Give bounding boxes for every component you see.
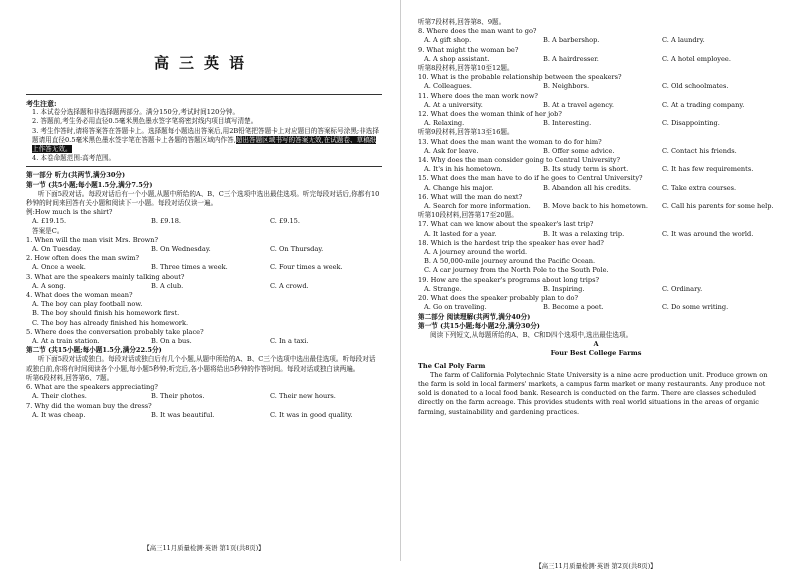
option: A. Colleagues. xyxy=(424,82,472,91)
option: C. Disappointing. xyxy=(662,119,720,128)
farm-paragraph: The farm of California Polytechnic State University is a nine acre production unit. Produce grown on the farm is sold in local farmers' markets, a campus farm market or many restaurants. Any produce not sold is donated to a local food bank. Research is conducted on the farm. There are classes scheduled directly on the farm acreage. This provides students with real world situations in the areas of organic farming, sustainability and gardening practices. xyxy=(418,370,768,416)
option: B. Their photos. xyxy=(151,392,205,401)
example-answer: 答案是C。 xyxy=(32,226,64,235)
question-6: 6. What are the speakers appreciating? xyxy=(26,383,158,392)
notice-item: 2. 答题前,考生务必用直径0.5毫米黑色墨水签字笔将密封线内项目填写清楚。 xyxy=(32,117,258,126)
section-heading: 第一节 (共5小题;每小题1.5分,满分7.5分) xyxy=(26,180,153,189)
option: B. A club. xyxy=(151,281,184,290)
option: C. Take extra courses. xyxy=(662,183,737,192)
section-heading: 第二节 (共15小题;每小题1.5分,满分22.5分) xyxy=(26,346,162,355)
question-14: 14. Why does the man consider going to Central University? xyxy=(418,156,620,165)
question-16-options xyxy=(418,202,774,211)
material-label: 听第6段材料,回答第6、7题。 xyxy=(26,373,114,382)
question-4-options xyxy=(26,300,382,328)
question-11-options xyxy=(418,101,774,110)
section-instructions: 听下面5段对话。每段对话后有一个小题,从题中所给的A、B、C三个选项中选出最佳选项。听完每段对话后,你都有10秒钟的时间来回答有关小题和阅读下一小题。每段对话仅读一遍。 xyxy=(26,189,380,208)
question-15-options xyxy=(418,184,774,193)
question-6-options xyxy=(26,392,382,401)
option: A. On Tuesday. xyxy=(32,245,82,254)
question-9: 9. What might the woman be? xyxy=(418,45,519,54)
option: C. £9.15. xyxy=(270,217,300,226)
example-question xyxy=(26,208,382,217)
option: A. A gift shop. xyxy=(424,36,472,45)
option: C. Contact his friends. xyxy=(662,146,737,155)
option: C. Call his parents for some help. xyxy=(662,202,774,211)
question-19-options xyxy=(418,285,774,294)
option: C. Ordinary. xyxy=(662,284,703,293)
option: B. £9.18. xyxy=(151,217,182,226)
passage-letter: A xyxy=(593,340,599,349)
question-14-options xyxy=(418,165,774,174)
question-3: 3. What are the speakers mainly talking about? xyxy=(26,272,185,281)
option: C. The boy has already finished his homework. xyxy=(32,318,189,327)
notice-item-text: 3. 考生作答时,请将答案答在答题卡上。选择题每小题选出答案后,用2B铅笔把答题卡上对应题目的答案标号涂黑;非选择题请用直径0.5毫米黑色墨水签字笔在答题卡上各题的答题区域内作答, xyxy=(32,126,379,144)
option: A. Once a week. xyxy=(32,263,86,272)
question-5: 5. Where does the conversation probably take place? xyxy=(26,327,204,336)
question-17-options xyxy=(418,230,774,239)
option: C. A car journey from the North Pole to the South Pole. xyxy=(424,266,609,275)
question-1-options xyxy=(26,245,382,254)
option: C. It has few requirements. xyxy=(662,165,754,174)
page-2 xyxy=(418,0,774,579)
option: C. It was in good quality. xyxy=(270,410,353,419)
option: A. At a train station. xyxy=(32,337,100,346)
option: A. It was cheap. xyxy=(32,410,86,419)
option: A. At a university. xyxy=(424,100,483,109)
example-text: How much is the shirt? xyxy=(34,208,113,217)
option: C. Do some writing. xyxy=(662,303,729,312)
option: B. A hairdresser. xyxy=(543,54,599,63)
option: C. Their new hours. xyxy=(270,392,336,401)
option: B. A 50,000-mile journey around the Pacific Ocean. xyxy=(424,257,596,266)
exam-title: 高三英语 xyxy=(153,54,254,72)
question-8-options xyxy=(418,36,774,45)
part-heading: 第二部分 阅读理解(共两节,满分40分) xyxy=(418,312,531,321)
option: C. In a taxi. xyxy=(270,337,309,346)
material-label: 听第8段材料,回答第10至12题。 xyxy=(418,64,514,73)
option: A. A song. xyxy=(32,281,66,290)
question-9-options xyxy=(418,55,774,64)
option: B. The boy should finish his homework first. xyxy=(32,309,180,318)
option: A. Change his major. xyxy=(424,183,494,192)
option: A. It's in his hometown. xyxy=(424,165,503,174)
section-heading: 第一节 (共15小题;每小题2分,满分30分) xyxy=(418,321,540,330)
option: C. A hotel employee. xyxy=(662,54,731,63)
option: C. A crowd. xyxy=(270,281,309,290)
question-10-options xyxy=(418,82,774,91)
option: A. A shop assistant. xyxy=(424,54,490,63)
option: A. Go on traveling. xyxy=(424,303,487,312)
option: C. At a trading company. xyxy=(662,100,745,109)
option: B. Its study term is short. xyxy=(543,165,629,174)
question-17: 17. What can we know about the speaker's last trip? xyxy=(418,220,594,229)
notice-item: 1. 本试卷分选择题和非选择题两部分。满分150分,考试时间120分钟。 xyxy=(32,108,240,117)
option: C. Four times a week. xyxy=(270,263,343,272)
question-12: 12. What does the woman think of her job? xyxy=(418,110,562,119)
material-label: 听第9段材料,回答第13至16题。 xyxy=(418,128,514,137)
notice-item xyxy=(32,127,382,155)
option: B. On Wednesday. xyxy=(151,245,211,254)
notice-heading: 考生注意: xyxy=(26,99,57,108)
notice-block xyxy=(26,108,382,163)
example-options xyxy=(26,217,382,226)
option: C. Old schoolmates. xyxy=(662,82,729,91)
notice-bold-text: 超出答题区域书写的答案无效,在试题卷、草稿纸上作答无效。 xyxy=(32,135,377,154)
option: A. Their clothes. xyxy=(32,392,87,401)
question-13: 13. What does the man want the woman to do for him? xyxy=(418,137,602,146)
option: B. A barbershop. xyxy=(543,36,600,45)
section-instructions: 阅读下列短文,从每题所给的A、B、C和D四个选项中,选出最佳选项。 xyxy=(430,330,633,339)
option: A. It lasted for a year. xyxy=(424,229,497,238)
question-7-options xyxy=(26,411,382,420)
question-2-options xyxy=(26,263,382,272)
option: A. Strange. xyxy=(424,284,462,293)
question-7: 7. Why did the woman buy the dress? xyxy=(26,401,152,410)
page-footer: 【高三11月质量检测·英语 第2页(共8页)】 xyxy=(535,561,657,570)
question-20-options xyxy=(418,303,774,312)
question-10: 10. What is the probable relationship between the speakers? xyxy=(418,73,622,82)
page-footer: 【高三11月质量检测·英语 第1页(共8页)】 xyxy=(143,543,265,552)
question-8: 8. Where does the man want to go? xyxy=(418,27,537,36)
notice-rule xyxy=(26,166,382,167)
option: C. A laundry. xyxy=(662,36,705,45)
title-rule xyxy=(26,94,382,95)
option: B. Three times a week. xyxy=(151,263,228,272)
option: A. £19.15. xyxy=(32,217,67,226)
question-2: 2. How often does the man swim? xyxy=(26,254,140,263)
option: A. The boy can play football now. xyxy=(32,300,143,309)
option: A. Relaxing. xyxy=(424,119,465,128)
option: B. On a bus. xyxy=(151,337,192,346)
option: B. Become a poet. xyxy=(543,303,604,312)
notice-item: 4. 本卷命题范围:高考范围。 xyxy=(32,154,116,163)
question-16: 16. What will the man do next? xyxy=(418,192,523,201)
question-5-options xyxy=(26,337,382,346)
option: B. Interesting. xyxy=(543,119,592,128)
option: B. At a travel agency. xyxy=(543,100,614,109)
option: C. It was around the world. xyxy=(662,229,754,238)
question-3-options xyxy=(26,282,382,291)
page-1 xyxy=(26,0,382,561)
material-label: 听第7段材料,回答第8、9题。 xyxy=(418,18,506,26)
option: A. A journey around the world. xyxy=(424,248,528,257)
question-4: 4. What does the woman mean? xyxy=(26,291,133,300)
question-15: 15. What does the man have to do if he goes to Central University? xyxy=(418,174,643,183)
question-19: 19. How are the speaker's programs about long trips? xyxy=(418,275,599,284)
example-label: 例: xyxy=(26,208,35,217)
question-18: 18. Which is the hardest trip the speaker has ever had? xyxy=(418,238,604,247)
option: B. Offer some advice. xyxy=(543,146,615,155)
option: A. Ask for leave. xyxy=(424,146,479,155)
question-20: 20. What does the speaker probably plan to do? xyxy=(418,294,579,303)
option: A. Search for more information. xyxy=(424,202,531,211)
option: B. Abandon all his credits. xyxy=(543,183,632,192)
option: B. It was a relaxing trip. xyxy=(543,229,625,238)
question-1: 1. When will the man visit Mrs. Brown? xyxy=(26,235,159,244)
option: B. Neighbors. xyxy=(543,82,590,91)
farm-heading: The Cal Poly Farm xyxy=(418,361,486,370)
option: B. It was beautiful. xyxy=(151,410,215,419)
section-instructions: 听下面5段对话或独白。每段对话或独白后有几个小题,从题中所给的A、B、C三个选项中选出最佳选项。听每段对话或独白前,你将有时间阅读各个小题,每小题5秒钟;听完后,各小题将给出5秒钟的作答时间。每段对话或独白读两遍。 xyxy=(26,355,376,373)
page-divider xyxy=(400,0,401,561)
part-heading: 第一部分 听力(共两节,满分30分) xyxy=(26,171,126,180)
option: C. On Thursday. xyxy=(270,245,324,254)
passage-title: Four Best College Farms xyxy=(550,349,642,358)
option: B. Inspiring. xyxy=(543,284,585,293)
question-11: 11. Where does the man work now? xyxy=(418,91,538,100)
question-13-options xyxy=(418,147,774,156)
material-label: 听第10段材料,回答第17至20题。 xyxy=(418,211,518,220)
option: B. Move back to his hometown. xyxy=(543,202,648,211)
question-18-options xyxy=(418,248,774,276)
